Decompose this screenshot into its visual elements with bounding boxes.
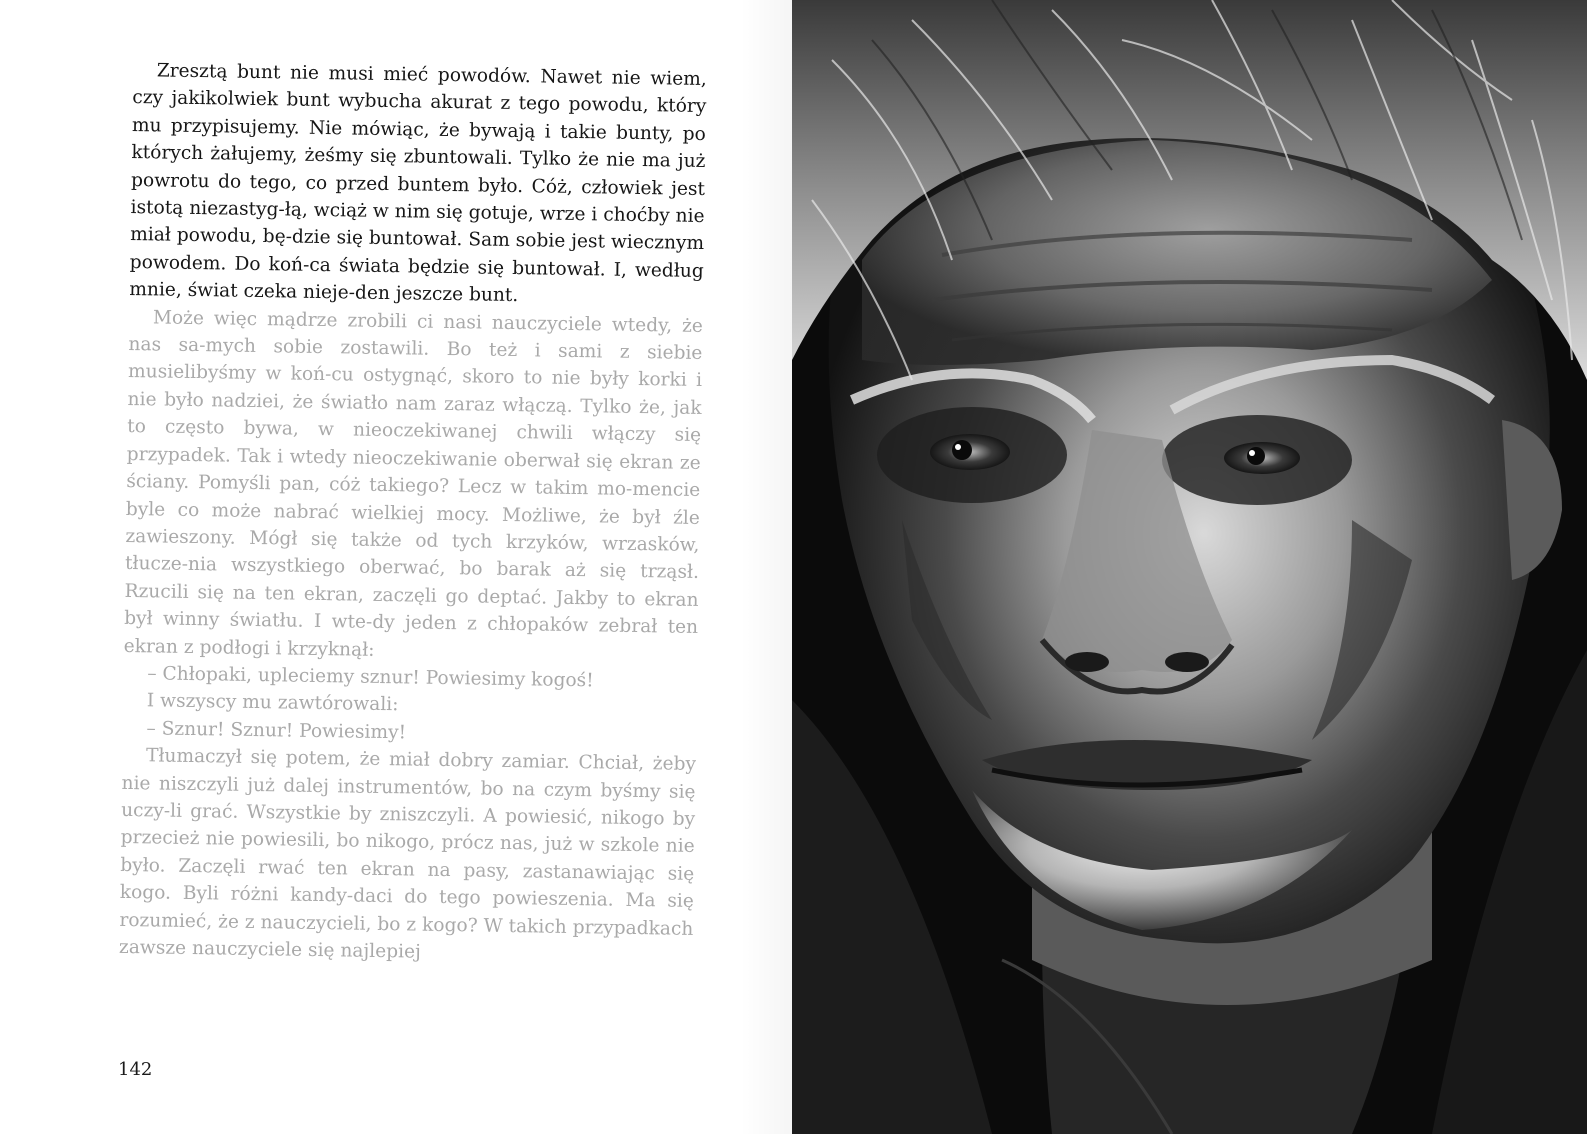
text-block bbox=[119, 57, 707, 970]
dialog-line-2: – Sznur! Sznur! Powiesimy! bbox=[146, 718, 407, 744]
gutter-shadow bbox=[740, 0, 792, 1134]
paragraph-2: Może więc mądrze zrobili ci nasi nauczyciele wtedy, że nas sa-mych sobie zostawili. Bo też i sami z siebie musielibyśmy w koń-cu ostygnąć, skoro to nie były korki i nie było nadziei, że światło nam zaraz włączą. Tylko że, jak to często bywa, w nieoczekiwanej chwili włączy się przypadek. Tak i wtedy nieoczekiwanie oberwał się ekran ze ściany. Pomyśli pan, cóż takiego? Lecz w takim mo-mencie byle co może nabrać wielkiej mocy. Możliwe, że był źle zawieszony. Mógł się także od tych krzyków, wrzasków, tłucze-nia wszystkiego oberwać, bo barak aż się trząsł. Rzucili się na ten ekran, zaczęli go deptać. Jakby to ekran był winny światłu. I wte-dy jeden z chłopaków zebrał ten ekran z podłogi i krzyknął: bbox=[123, 307, 704, 661]
portrait-photo bbox=[792, 0, 1587, 1134]
paragraph-1: Zresztą bunt nie musi mieć powodów. Nawet nie wiem, czy jakikolwiek bunt wybucha akurat z tego powodu, który mu przypisujemy. Nie mówiąc, że bywają i takie bunty, po których żałujemy, żeśmy się zbuntowali. Tylko że nie ma już powrotu do tego, co przed buntem było. Cóż, człowiek jest istotą niezastyg-łą, wciąż w nim się gotuje, wrze i choćby nie miał powodu, bę-dzie się buntował. Sam sobie jest wiecznym powodem. Do koń-ca świata będzie się buntował. I, według mnie, świat czeka nieje-den jeszcze bunt. bbox=[129, 60, 707, 307]
right-page-photo bbox=[792, 0, 1587, 1134]
paragraph-3: I wszyscy mu zawtórowali: bbox=[146, 690, 399, 716]
dialog-line-1: – Chłopaki, upleciemy sznur! Powiesimy kogoś! bbox=[147, 663, 594, 692]
paragraph-4: Tłumaczył się potem, że miał dobry zamiar. Chciał, żeby nie niszczyli już dalej instrumentów, bo na czym byśmy się uczy-li grać. Wszystkie by zniszczyli. A powiesić, nikogo by przecież nie powiesili, bo nikogo, prócz nas, już w szkole nie było. Zaczęli rwać ten ekran na pasy, zastanawiając się kogo. Byli różni kandy-daci do tego powieszenia. Ma się rozumieć, że z nauczycieli, bo z kogo? W takich przypadkach zawsze nauczyciele się najlepiej bbox=[118, 745, 697, 963]
left-page bbox=[0, 0, 792, 1134]
page-number: 142 bbox=[118, 1059, 153, 1080]
